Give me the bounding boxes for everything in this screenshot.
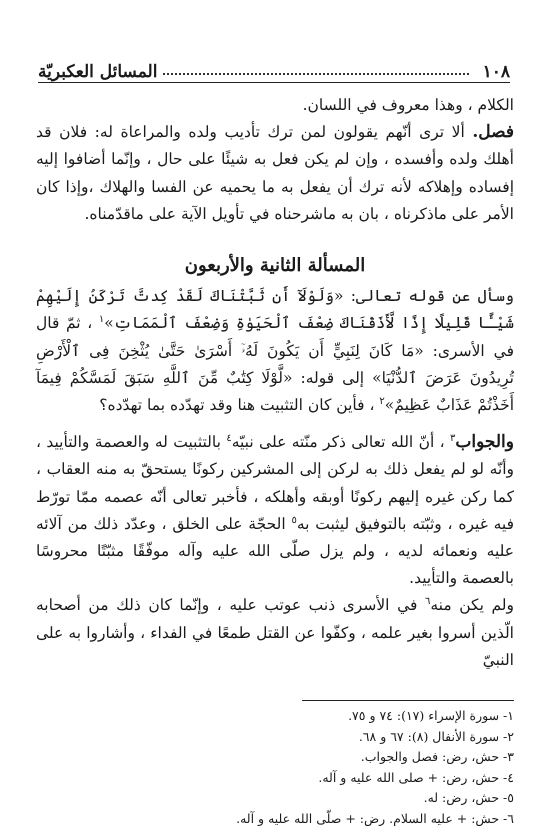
page-number: ١٠٨ xyxy=(483,62,510,82)
paragraph-3-text-b: ، ثمّ قال في الأسرى: «مَا كَانَ لِنَبِيٍّ أَن يَكُونَ لَهُۥٓ أَسْرَىٰ حَتَّىٰ يُثْخِنَ فِى ٱلْأَرْضِ تُرِيدُونَ عَرَضَ ٱلدُّنْيَا» إلى قوله: «لَّوْلَا كِتَٰبٌ مِّنَ ٱللَّهِ سَبَقَ لَمَسَّكُمْ فِيمَآ أَخَذْتُمْ عَذَابٌ عَظِيمٌ» xyxy=(36,314,514,414)
paragraph-4 xyxy=(36,429,514,592)
footnote-separator xyxy=(302,700,514,701)
footnote-5: ٥- حش، رض: له. xyxy=(260,788,514,809)
paragraph-3 xyxy=(36,283,514,419)
paragraph-5-text-a: ولم يكن منه xyxy=(430,596,514,614)
paragraph-4-text-b: بالتثبيت له والعصمة والتأييد ، وأنّه لو لم يفعل ذلك به لركن إلى المشركين ركونًا يستحقّ به منه العقاب ، كما ركن غيره إليهم ركونًا أوبقه وأهلكه ، فأخبر تعالى أنّه عصمه ممّا تورّط فيه غيره ، وثبّته بالتوفيق ليثبت به xyxy=(36,433,514,533)
section-title: المسألة الثانية والأربعون xyxy=(36,252,514,279)
footnote-1: ١- سورة الإسراء (١٧): ٧٤ و ٧٥. xyxy=(260,706,514,727)
paragraph-5 xyxy=(36,592,514,674)
paragraph-3-text-a: وسأل عن قوله تعالى: «وَلَوْلَآ أَن ثَبَّتْنَاكَ لَقَدْ كِدتَّ تَرْكَنُ إِلَيْهِمْ شَيْـًٔا قَلِيلًا إِذًا لَّأَذَقْنَاكَ ضِعْفَ ٱلْحَيَوٰةِ وَضِعْفَ ٱلْمَمَاتِ» xyxy=(36,287,514,332)
paragraph-2 xyxy=(36,119,514,228)
paragraph-5-text-b: في الأسرى ذنب عوتب عليه ، وإنّما كان ذلك من أصحابه الّذين أسروا بغير علمه ، وكفّوا عن القتل طمعًا في الفداء ، وأشاروا به على النبيّ xyxy=(36,596,514,668)
header-dot-leader xyxy=(163,73,468,75)
paragraph-2-text: ألا ترى أنّهم يقولون لمن ترك تأديب ولده والمراعاة له: فلان قد أهلك ولده وأفسده ، وإن لم يكن فعل به شيئًا على حال ، وإنّما أضافوا إليه إفساده وإهلاكه لأنه ترك أن يفعل به ما يحميه عن الفسا والهلاك ،وإذا كان الأمر على ماذكرناه ، بان به ماشرحناه في تأويل الآية على ماقدّمناه. xyxy=(36,123,514,223)
footnote-4: ٤- حش، رض: + صلى الله عليه و آله. xyxy=(260,768,514,789)
footnote-ref-5: ٥ xyxy=(291,515,296,526)
paragraph-4-lead: والجواب xyxy=(455,432,514,452)
footnote-2: ٢- سورة الأنفال (٨): ٦٧ و ٦٨. xyxy=(260,727,514,748)
footnote-ref-1: ١ xyxy=(99,314,104,325)
running-title: المسائل العكبريّة xyxy=(38,62,157,82)
main-text xyxy=(36,92,514,674)
footnotes xyxy=(260,706,514,829)
paragraph-2-lead: فصل. xyxy=(472,122,514,142)
paragraph-gap xyxy=(36,419,514,429)
paragraph-3-text-c: ، فأين كان التثبيت هنا وقد تهدّده بما تهدّده؟ xyxy=(99,396,379,414)
footnote-ref-2: ٢ xyxy=(379,396,384,407)
paragraph-1-text: الكلام ، وهذا معروف في اللسان. xyxy=(303,96,514,114)
footnote-3: ٣- حش، رض: فصل والجواب. xyxy=(260,747,514,768)
footnote-ref-4: ٤ xyxy=(226,433,231,444)
footnote-6: ٦- حش: + عليه السلام. رض: + صلّى الله عليه و آله. xyxy=(260,809,514,829)
footnote-ref-6: ٦ xyxy=(425,596,430,607)
running-header xyxy=(38,52,510,83)
paragraph-1 xyxy=(36,92,514,119)
footnote-ref-3: ٣ xyxy=(450,433,455,444)
paragraph-4-text-a: ، أنّ الله تعالى ذكر منّته على نبيّه xyxy=(232,433,450,451)
paragraph-4-text-c: الحجّة على الخلق ، وعدّد ذلك من آلائه عليه ونعمائه لديه ، ولم يزل صلّى الله عليه وآله موفّقًا مثبّتًا محروسًا بالعصمة والتأييد. xyxy=(36,515,514,587)
